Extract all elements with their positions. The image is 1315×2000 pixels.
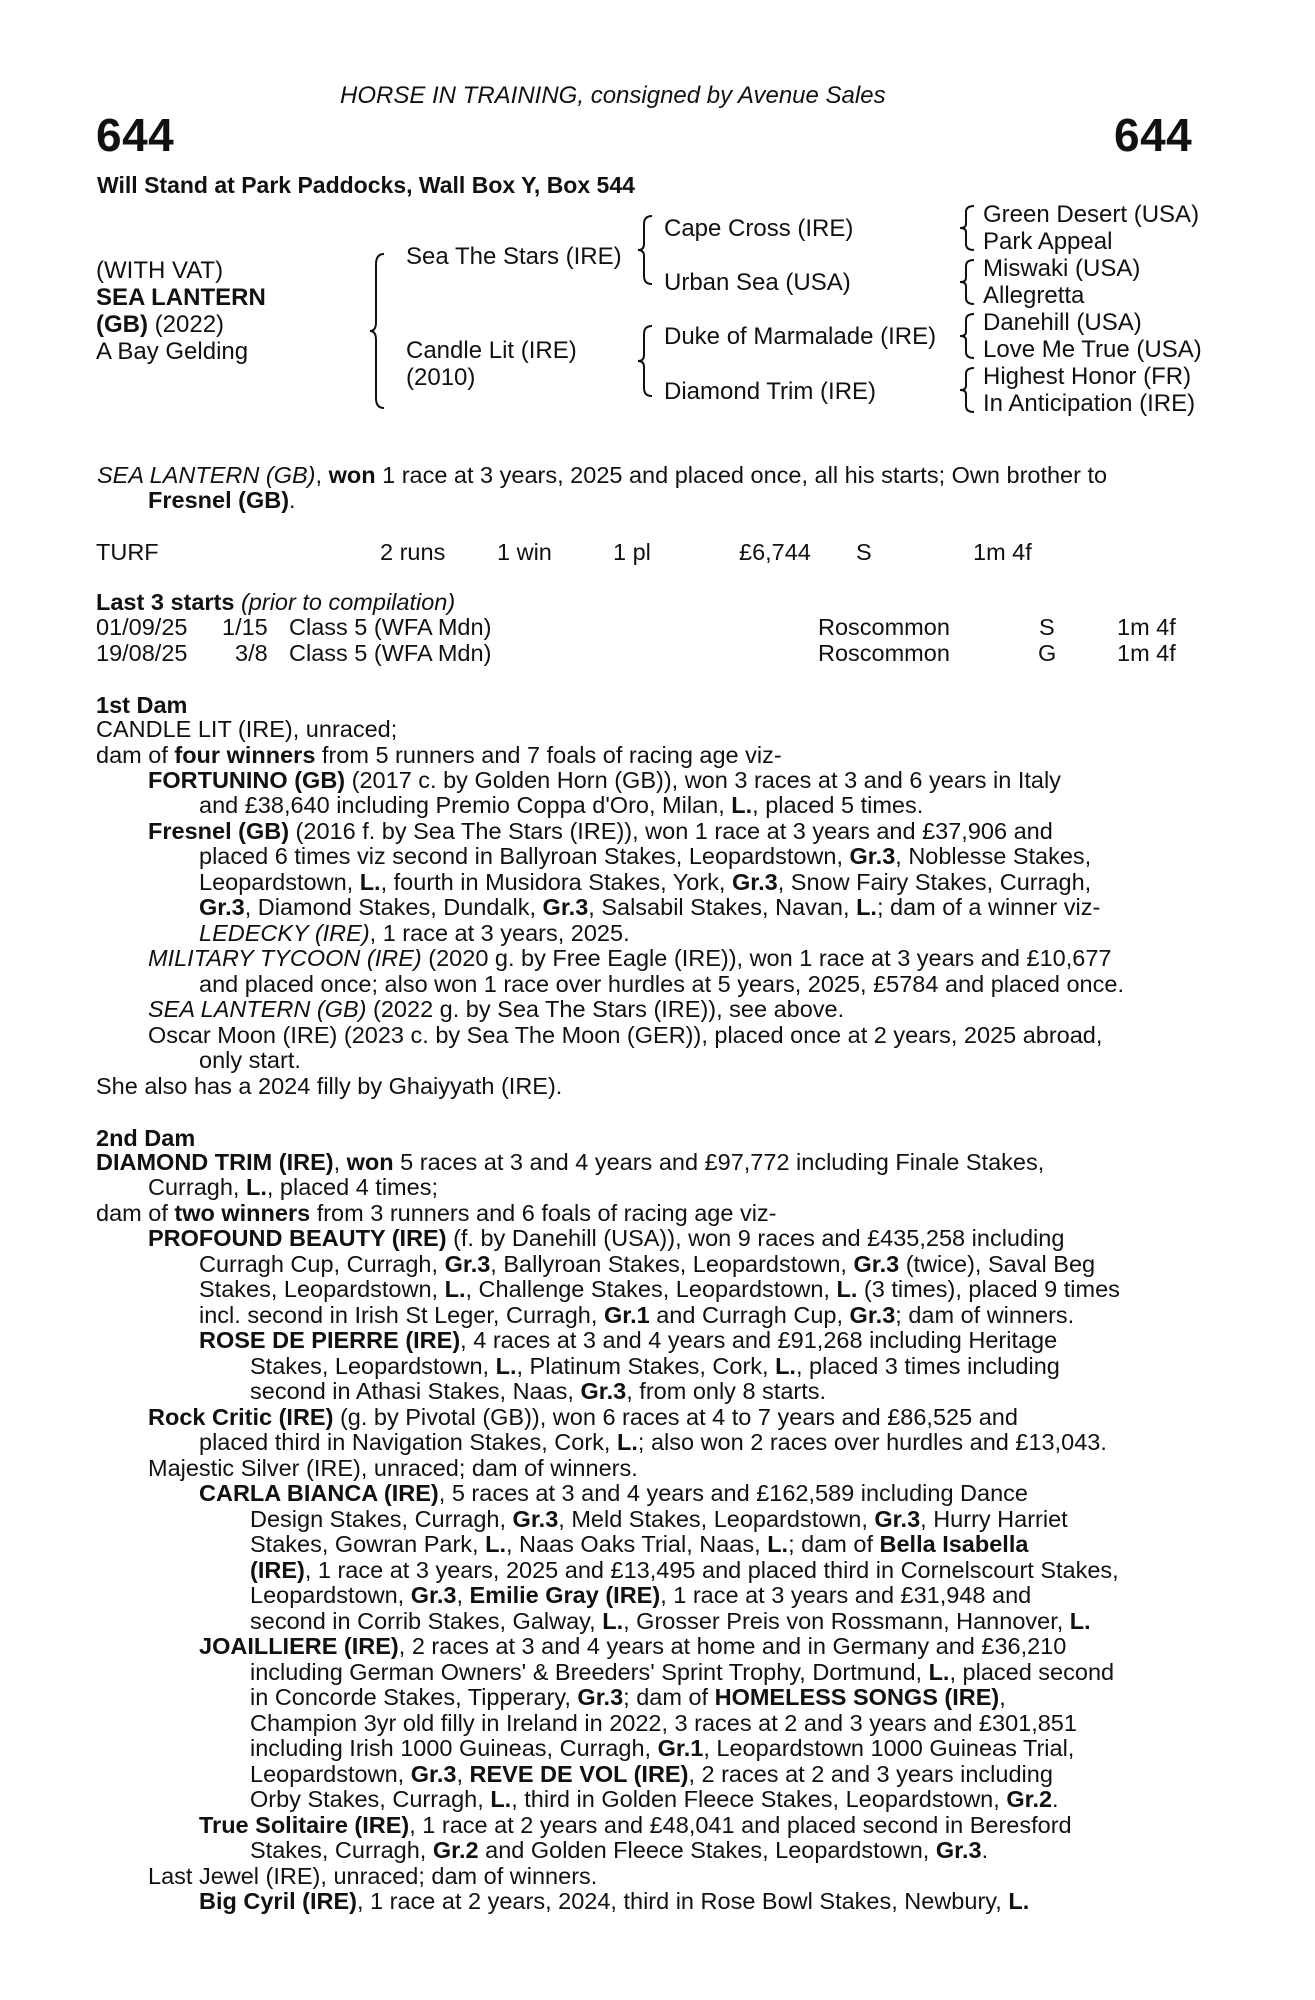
start-date: 19/08/25 (96, 640, 188, 666)
pedigree-dam: Candle Lit (IRE) (406, 337, 577, 364)
produce-entry: Majestic Silver (IRE), unraced; dam of winners. (148, 1455, 638, 1481)
pedigree-dam-dam: Diamond Trim (IRE) (664, 378, 877, 405)
start-race: Class 5 (WFA Mdn) (289, 640, 492, 666)
pedigree-brace-main (372, 254, 386, 408)
produce-entry: Fresnel (GB) (2016 f. by Sea The Stars (IRE)), won 1 race at 3 years and £37,906 and (148, 818, 1053, 844)
produce-entry: ROSE DE PIERRE (IRE), 4 races at 3 and 4 years and £91,268 including Heritage (199, 1327, 1058, 1353)
pedigree-g3: Miswaki (USA) (983, 255, 1141, 282)
pedigree-g1: Green Desert (USA) (983, 201, 1200, 228)
produce-entry: True Solitaire (IRE), 1 race at 2 years and £48,041 and placed second in Beresford (199, 1812, 1072, 1838)
produce-entry-cont: Champion 3yr old filly in Ireland in 2022, 3 races at 2 and 3 years and £301,851 (250, 1710, 1077, 1736)
produce-entry-cont: and £38,640 including Premio Coppa d'Oro, Milan, L., placed 5 times. (199, 792, 924, 818)
produce-entry-cont: LEDECKY (IRE), 1 race at 3 years, 2025. (199, 920, 630, 946)
lot-number-right: 644 (1114, 109, 1193, 161)
summary-line-2: Fresnel (GB). (148, 487, 296, 513)
turf-runs: 2 runs (380, 539, 446, 565)
first-dam-heading: 1st Dam (96, 692, 188, 718)
start-course: Roscommon (818, 614, 950, 640)
stand-location: Will Stand at Park Paddocks, Wall Box Y, Box 544 (97, 172, 635, 198)
produce-entry-cont: including Irish 1000 Guineas, Curragh, Gr.1, Leopardstown 1000 Guineas Trial, (250, 1735, 1075, 1761)
second-dam-line: DIAMOND TRIM (IRE), won 5 races at 3 and 4 years and £97,772 including Finale Stakes, (96, 1149, 1045, 1175)
start-going: G (1038, 640, 1057, 666)
pedigree-dam-year: (2010) (406, 364, 476, 391)
turf-wins: 1 win (497, 539, 552, 565)
pedigree-brace-sire (640, 216, 654, 284)
vat-note: (WITH VAT) (96, 257, 224, 284)
produce-entry-cont: Leopardstown, Gr.3, Emilie Gray (IRE), 1 race at 3 years and £31,948 and (250, 1582, 1032, 1608)
start-distance: 1m 4f (1117, 614, 1176, 640)
produce-entry: JOAILLIERE (IRE), 2 races at 3 and 4 years at home and in Germany and £36,210 (199, 1633, 1067, 1659)
pedigree-brace-g1 (962, 206, 976, 250)
produce-entry-cont: Design Stakes, Curragh, Gr.3, Meld Stakes, Leopardstown, Gr.3, Hurry Harriet (250, 1506, 1068, 1532)
first-dam-line: CANDLE LIT (IRE), unraced; (96, 716, 398, 742)
produce-entry-cont: placed 6 times viz second in Ballyroan Stakes, Leopardstown, Gr.3, Noblesse Stakes, (199, 843, 1092, 869)
pedigree-sire-dam: Urban Sea (USA) (664, 269, 851, 296)
horse-description: A Bay Gelding (96, 338, 249, 365)
start-race: Class 5 (WFA Mdn) (289, 614, 492, 640)
produce-entry-cont: second in Athasi Stakes, Naas, Gr.3, from only 8 starts. (250, 1378, 827, 1404)
produce-entry-cont: Leopardstown, L., fourth in Musidora Stakes, York, Gr.3, Snow Fairy Stakes, Curragh, (199, 869, 1092, 895)
produce-entry: Big Cyril (IRE), 1 race at 2 years, 2024, third in Rose Bowl Stakes, Newbury, L. (199, 1888, 1030, 1914)
start-date: 01/09/25 (96, 614, 188, 640)
pedigree-sire: Sea The Stars (IRE) (406, 243, 622, 270)
produce-entry-cont: and placed once; also won 1 race over hurdles at 5 years, 2025, £5784 and placed once. (199, 971, 1124, 997)
produce-entry-cont: only start. (199, 1047, 301, 1073)
produce-entry-cont: second in Corrib Stakes, Galway, L., Grosser Preis von Rossmann, Hannover, L. (250, 1608, 1091, 1634)
produce-entry-cont: placed third in Navigation Stakes, Cork, L.; also won 2 races over hurdles and £13,043. (199, 1429, 1107, 1455)
pedigree-g4: Allegretta (983, 282, 1085, 309)
second-dam-heading: 2nd Dam (96, 1125, 196, 1151)
produce-entry-cont: Orby Stakes, Curragh, L., third in Golden Fleece Stakes, Leopardstown, Gr.2. (250, 1786, 1059, 1812)
produce-entry-cont: in Concorde Stakes, Tipperary, Gr.3; dam of HOMELESS SONGS (IRE), (250, 1684, 1006, 1710)
pedigree-g8: In Anticipation (IRE) (983, 390, 1196, 417)
start-distance: 1m 4f (1117, 640, 1176, 666)
turf-label: TURF (96, 539, 159, 565)
pedigree-g6: Love Me True (USA) (983, 336, 1202, 363)
produce-entry: PROFOUND BEAUTY (IRE) (f. by Danehill (USA)), won 9 races and £435,258 including (148, 1225, 1065, 1251)
pedigree-g5: Danehill (USA) (983, 309, 1142, 336)
produce-entry-cont: Stakes, Curragh, Gr.2 and Golden Fleece Stakes, Leopardstown, Gr.3. (250, 1837, 989, 1863)
produce-entry-cont: Curragh Cup, Curragh, Gr.3, Ballyroan Stakes, Leopardstown, Gr.3 (twice), Saval Beg (199, 1251, 1096, 1277)
second-dam-line-cont: Curragh, L., placed 4 times; (148, 1174, 438, 1200)
last-starts-heading: Last 3 starts (prior to compilation) (96, 589, 456, 615)
pedigree-brace-g2 (962, 260, 976, 304)
turf-earnings: £6,744 (739, 539, 811, 565)
turf-going: S (856, 539, 872, 565)
produce-entry: MILITARY TYCOON (IRE) (2020 g. by Free Eagle (IRE)), won 1 race at 3 years and £10,677 (148, 945, 1112, 971)
produce-entry-cont: Stakes, Gowran Park, L., Naas Oaks Trial, Naas, L.; dam of Bella Isabella (250, 1531, 1029, 1557)
pedigree-brace-g3 (962, 314, 976, 358)
produce-entry: CARLA BIANCA (IRE), 5 races at 3 and 4 years and £162,589 including Dance (199, 1480, 1028, 1506)
start-course: Roscommon (818, 640, 950, 666)
pedigree-dam-sire: Duke of Marmalade (IRE) (664, 323, 937, 350)
produce-entry-cont: incl. second in Irish St Leger, Curragh, Gr.1 and Curragh Cup, Gr.3; dam of winners. (199, 1302, 1075, 1328)
start-position: 3/8 (235, 640, 268, 666)
produce-entry-cont: Gr.3, Diamond Stakes, Dundalk, Gr.3, Salsabil Stakes, Navan, L.; dam of a winner viz- (199, 894, 1101, 920)
page-header-title: HORSE IN TRAINING, consigned by Avenue Sales (340, 82, 886, 109)
produce-entry: Oscar Moon (IRE) (2023 c. by Sea The Moon (GER)), placed once at 2 years, 2025 abroad, (148, 1022, 1103, 1048)
start-going: S (1039, 614, 1055, 640)
pedigree-brace-g4 (962, 368, 976, 412)
horse-name: SEA LANTERN (96, 284, 266, 311)
pedigree-brace-dam (640, 326, 654, 396)
horse-origin-year: (GB) (2022) (96, 311, 225, 338)
produce-entry-cont: (IRE), 1 race at 3 years, 2025 and £13,495 and placed third in Cornelscourt Stakes, (250, 1557, 1119, 1583)
turf-distance: 1m 4f (973, 539, 1032, 565)
pedigree-sire-sire: Cape Cross (IRE) (664, 215, 854, 242)
second-dam-produce-summary: dam of two winners from 3 runners and 6 foals of racing age viz- (96, 1200, 777, 1226)
summary-line-1: SEA LANTERN (GB), won 1 race at 3 years, 2025 and placed once, all his starts; Own brother to (97, 462, 1108, 488)
lot-number-left: 644 (96, 109, 175, 161)
produce-entry: FORTUNINO (GB) (2017 c. by Golden Horn (GB)), won 3 races at 3 and 6 years in Italy (148, 767, 1061, 793)
pedigree-g7: Highest Honor (FR) (983, 363, 1192, 390)
produce-entry: Rock Critic (IRE) (g. by Pivotal (GB)), won 6 races at 4 to 7 years and £86,525 and (148, 1404, 1018, 1430)
produce-entry-cont: Leopardstown, Gr.3, REVE DE VOL (IRE), 2 races at 2 and 3 years including (250, 1761, 1053, 1787)
first-dam-produce-summary: dam of four winners from 5 runners and 7 foals of racing age viz- (96, 742, 782, 768)
produce-entry: Last Jewel (IRE), unraced; dam of winners. (148, 1863, 598, 1889)
produce-entry-cont: including German Owners' & Breeders' Sprint Trophy, Dortmund, L., placed second (250, 1659, 1115, 1685)
turf-placed: 1 pl (613, 539, 651, 565)
pedigree-g2: Park Appeal (983, 228, 1113, 255)
produce-entry: SEA LANTERN (GB) (2022 g. by Sea The Stars (IRE)), see above. (148, 996, 845, 1022)
first-dam-foal-note: She also has a 2024 filly by Ghaiyyath (IRE). (96, 1073, 563, 1099)
produce-entry-cont: Stakes, Leopardstown, L., Challenge Stakes, Leopardstown, L. (3 times), placed 9 times (199, 1276, 1120, 1302)
start-position: 1/15 (222, 614, 268, 640)
produce-entry-cont: Stakes, Leopardstown, L., Platinum Stakes, Cork, L., placed 3 times including (250, 1353, 1060, 1379)
